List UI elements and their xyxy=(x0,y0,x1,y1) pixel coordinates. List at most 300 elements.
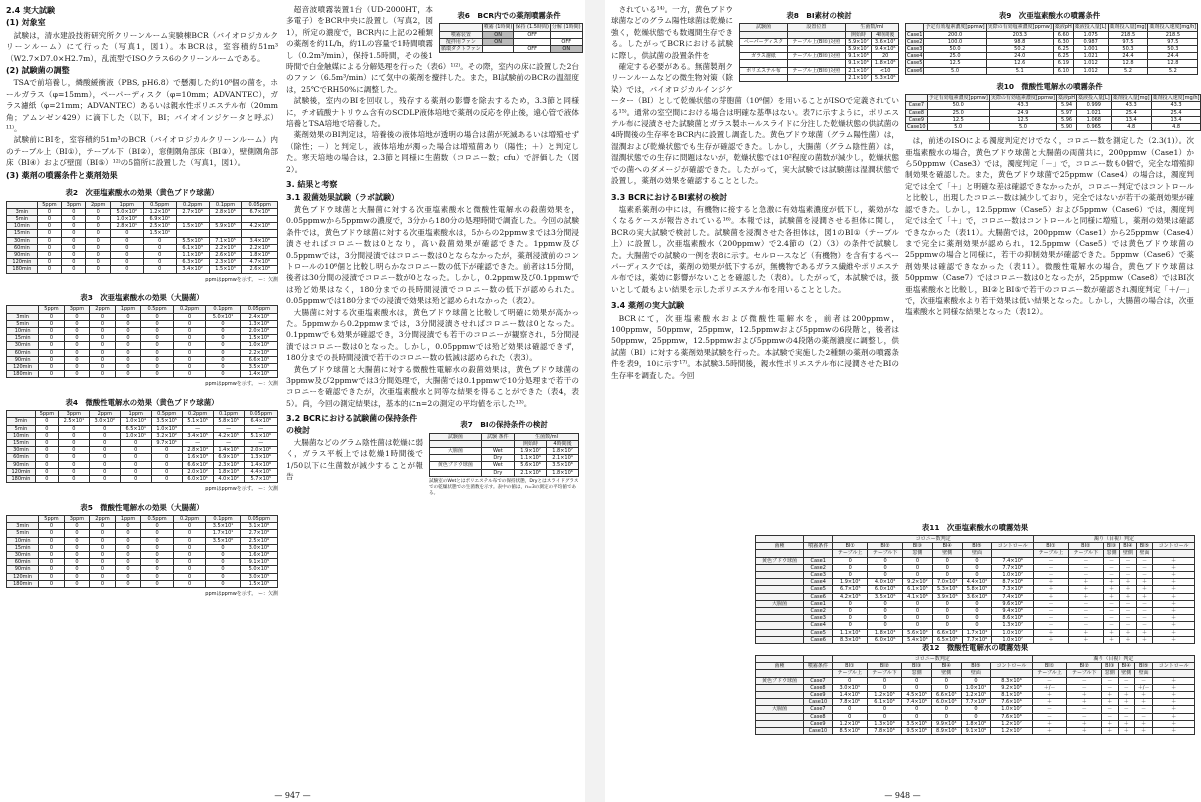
table-cell xyxy=(756,622,804,629)
subsection-heading: (1) 対象室 xyxy=(6,18,46,28)
table-row xyxy=(7,327,278,334)
column-header: 4時間後 xyxy=(547,440,579,447)
table-cell: 218.5 xyxy=(1148,31,1198,38)
column-header: コントロール xyxy=(992,543,1034,550)
table-cell: ＋ xyxy=(1153,706,1195,713)
table-row xyxy=(906,46,1198,53)
table-cell: 0 xyxy=(62,244,86,251)
table-cell: 0 xyxy=(120,476,151,483)
table-cell: 50.0 xyxy=(927,102,989,109)
table-cell: 6.9×10¹ xyxy=(143,215,176,222)
table-cell: 7.7×10⁶ xyxy=(992,564,1034,571)
subsection-heading: 3.2 BCRにおける試験菌の保持条件の検討 xyxy=(286,414,418,435)
table-cell: Case6 xyxy=(804,593,833,600)
table-cell: Case8 xyxy=(906,109,928,116)
page-number: — 948 — xyxy=(884,791,921,800)
table-cell: 2.2×10⁴ xyxy=(209,244,242,251)
table-row xyxy=(440,38,583,45)
table-cell: 0.999 xyxy=(1076,102,1111,109)
table-cell: 0 xyxy=(868,557,903,564)
table-header-row xyxy=(440,24,583,31)
table-cell: 6.5×10¹ xyxy=(120,425,151,432)
column-subheader xyxy=(756,670,804,677)
table-cell: 0 xyxy=(39,320,65,327)
column-header xyxy=(7,411,36,418)
table-cell: 0 xyxy=(833,564,868,571)
column-subheader: テーブル下 xyxy=(1067,670,1102,677)
table-cell: 0 xyxy=(206,580,240,587)
table-cell: 3.5×10⁶ xyxy=(547,462,579,469)
table-caption: 表2 次亜塩素酸水の効果（黄色ブドウ球菌） xyxy=(65,188,219,198)
table-cell: 1.0×10⁴ xyxy=(120,418,151,425)
table-caption: 表9 次亜塩素酸水の噴霧条件 xyxy=(998,11,1101,20)
table-cell: 0 xyxy=(86,230,110,237)
table-cell: Case5 xyxy=(804,629,833,636)
table-cell xyxy=(756,692,804,699)
paragraph: 確定する必要がある。無菌製剤クリーンルームなどの微生物対策（除染）では，バイオロジカルインジケーター（BI）として乾燥状態の芽胞菌（10⁶個）を用いることがISOで定義されている¹⁵⁾。通常の室空間における場合は明確な基準はない。表7に示すように，ポリエステル布に浸漬させた試験菌とガラス製ホールスライドに分注した乾燥状態の供試菌の4時間後の生存率をBCR内に設置し調査した。黄色ブドウ球菌（グラム陽性菌）は，湿潤および乾燥状態でも生存が確認できた。しかし，大腸菌（グラム陰性菌）は，湿潤状態での生存に問題はないが，乾燥状態では10²程度の菌数が減少し，乾燥状態での菌へのダメージが確認できた。したがって，実大試験では試験菌は湿潤状態で設置し，薬剤の効果を確認することとした。 xyxy=(611,62,899,186)
table-cell: ＋ xyxy=(1067,728,1102,735)
column-header: BI④ xyxy=(1118,663,1134,670)
table-cell: 60min xyxy=(7,559,39,566)
table-cell: ＋ xyxy=(1032,692,1067,699)
table-cell: － xyxy=(1034,622,1069,629)
table-cell: 0 xyxy=(90,335,116,342)
column-header: BI⑤ xyxy=(962,543,992,550)
column-header xyxy=(756,536,804,543)
table-row xyxy=(7,356,278,363)
table-cell: 1.8×10³ xyxy=(213,468,244,475)
table-cell xyxy=(756,699,804,706)
column-header: 0.1ppm xyxy=(206,516,240,523)
table-cell: 5.0×10² xyxy=(110,208,143,215)
table-cell: 0 xyxy=(37,251,61,258)
table-cell: － xyxy=(1068,615,1103,622)
table-cell: 0 xyxy=(115,537,141,544)
table-cell xyxy=(242,215,278,222)
table-row xyxy=(440,46,583,53)
data-table xyxy=(905,94,1201,131)
table-cell: 黄色ブドウ球菌 xyxy=(756,677,804,684)
table-cell: 0 xyxy=(206,566,240,573)
table-cell: 180min xyxy=(7,580,39,587)
table-cell: 1.3×10⁶ xyxy=(867,720,902,727)
table-cell: 60min xyxy=(7,244,38,251)
column-header: 4時間後 xyxy=(872,31,899,38)
table-cell: 0 xyxy=(206,335,240,342)
table-cell: 1.5×10³ xyxy=(209,266,242,273)
table-cell: 0 xyxy=(39,371,65,378)
table-cell: Case7 xyxy=(906,102,928,109)
table-cell: 1.6×10³ xyxy=(182,454,213,461)
table-cell: 0 xyxy=(37,237,61,244)
table-row xyxy=(7,544,278,551)
table-cell: 0 xyxy=(120,454,151,461)
table-cell: 98.8 xyxy=(986,38,1053,45)
table-cell: Case7 xyxy=(803,677,832,684)
table-cell: 180min xyxy=(7,371,39,378)
table-cell: 0 xyxy=(64,573,90,580)
column-subheader xyxy=(992,550,1034,557)
table-cell: Wet xyxy=(481,462,514,469)
table-cell: ＋ xyxy=(1153,593,1195,600)
table-cell: 0 xyxy=(58,454,89,461)
table-cell: 7.4×10⁶ xyxy=(992,557,1034,564)
table-cell: － xyxy=(1067,713,1102,720)
table-cell: 0 xyxy=(39,573,65,580)
table-cell: 0 xyxy=(35,447,58,454)
table-cell: ＋ xyxy=(1153,622,1195,629)
column-header: 2ppm xyxy=(86,201,110,208)
paragraph: 超音波噴霧装置1台（UD-2000HT，本多電子）をBCR中央に設置し（写真2，図1），所定の濃度で，BCR内に上記の2種類の薬剤を約1L/h，約1Lの容量で1時間噴霧し（0.2m³/min），保持1.5時間，その後1時間で白金触媒による分解処理を行った（表6）¹⁾²⁾。その際，室内の床に設置した2台のファン（6.5m³/min）にて気中の薬剤を攪拌した。また，BI試験前のBCRの温湿度は，25℃でRH50%に調整した。 xyxy=(286,5,579,94)
table-cell: 2.2×10⁶ xyxy=(240,349,277,356)
table-cell: 5min xyxy=(7,320,39,327)
table-cell: 0 xyxy=(110,230,143,237)
table-cell: 0 xyxy=(39,523,65,530)
table-cell: ＋ xyxy=(1153,677,1195,684)
table-header-row xyxy=(756,656,1195,663)
table-cell: 0 xyxy=(90,349,116,356)
table-row xyxy=(756,720,1195,727)
column-header: BI⑤ xyxy=(1134,663,1153,670)
table-cell: 1.5×10¹ xyxy=(143,230,176,237)
table-cell: 0 xyxy=(90,320,116,327)
table-cell: 0 xyxy=(173,580,206,587)
column-header: 5ppm xyxy=(39,306,65,313)
column-subheader: 壁面 xyxy=(1134,670,1153,677)
table-cell: Case3 xyxy=(907,46,923,53)
table-cell: ＋ xyxy=(1068,586,1103,593)
table-cell: － xyxy=(1136,600,1152,607)
table-cell: 1.2×10⁷ xyxy=(991,728,1032,735)
table-cell: 0 xyxy=(141,559,174,566)
table-cell: 0 xyxy=(39,566,65,573)
table-cell: 5.96 xyxy=(1057,116,1077,123)
column-header: 薬剤投入量[mg] xyxy=(1109,24,1147,31)
table-row xyxy=(7,371,278,378)
column-header: 噴霧条件 xyxy=(804,543,833,550)
table-cell: 0 xyxy=(141,320,174,327)
table-cell: 0 xyxy=(173,566,206,573)
data-table xyxy=(6,515,278,588)
column-header: 薬液pH xyxy=(1058,95,1075,102)
table-cell: 2.6×10³ xyxy=(209,251,242,258)
table-cell: 0 xyxy=(64,530,90,537)
table-row xyxy=(7,215,278,222)
column-header xyxy=(440,24,483,31)
table-cell: ＋ xyxy=(1153,600,1195,607)
table-cell: 1.8×10⁶ xyxy=(242,251,278,258)
table-cell: 2.0×10⁶ xyxy=(240,327,277,334)
column-header: 5ppm xyxy=(37,201,61,208)
column-subheader: テーブル上 xyxy=(833,550,868,557)
table-cell: 0 xyxy=(39,327,65,334)
table-cell: ＋ xyxy=(1120,636,1136,643)
table-cell: － xyxy=(1034,608,1069,615)
table-cell: 43.3 xyxy=(1111,102,1151,109)
table-cell: 0 xyxy=(868,608,903,615)
table-row xyxy=(7,418,278,425)
table-cell: 4.2×10⁶ xyxy=(833,593,868,600)
table-cell: ＋ xyxy=(1153,572,1195,579)
table-cell: 12.8 xyxy=(1108,60,1148,67)
column-header: 2ppm xyxy=(90,306,116,313)
table-cell: 0 xyxy=(120,461,151,468)
table-row xyxy=(906,53,1198,60)
table-cell: 0 xyxy=(39,313,65,320)
table-row xyxy=(756,706,1195,713)
table-cell: ＋ xyxy=(1120,579,1136,586)
table-cell: 0 xyxy=(35,425,58,432)
table-row xyxy=(7,363,278,370)
table-cell: 8.7×10⁶ xyxy=(992,579,1034,586)
table-cell: 0 xyxy=(35,468,58,475)
column-subheader: 壁面 xyxy=(962,550,992,557)
table-cell: ＋ xyxy=(1103,586,1119,593)
table-cell: 0 xyxy=(173,320,206,327)
table-cell: 0 xyxy=(833,557,868,564)
column-header: BI① xyxy=(1032,663,1067,670)
table-cell: 0 xyxy=(206,356,240,363)
table-cell: 0 xyxy=(141,552,174,559)
table-cell: 5.0 xyxy=(924,67,986,74)
table-cell: 0 xyxy=(903,600,933,607)
table-cell: 0 xyxy=(143,266,176,273)
table-cell: 0 xyxy=(143,244,176,251)
table-row xyxy=(906,67,1198,74)
column-header: 3ppm xyxy=(64,516,90,523)
data-table xyxy=(739,23,899,82)
table-header-row xyxy=(756,543,1195,550)
table-cell: 1.075 xyxy=(1073,31,1108,38)
column-header: 1ppm xyxy=(120,411,151,418)
table-cell: － xyxy=(1103,572,1119,579)
column-subheader: 窓側 xyxy=(902,670,932,677)
table-cell: 8.6×10⁶ xyxy=(992,615,1034,622)
table-cell: ＋ xyxy=(1103,636,1119,643)
table-cell: Case4 xyxy=(907,53,923,60)
table-cell: ＋/－ xyxy=(1032,684,1067,691)
column-header xyxy=(481,440,514,447)
table-cell: Case9 xyxy=(803,692,832,699)
table-cell: 4.7×10⁶ xyxy=(242,259,278,266)
table-cell: 0 xyxy=(173,559,206,566)
table-cell: 0 xyxy=(86,237,110,244)
table-cell: 120min xyxy=(7,468,36,475)
column-header: BI② xyxy=(1067,663,1102,670)
table-cell: 0 xyxy=(115,313,141,320)
table-cell: 0 xyxy=(62,230,86,237)
table-header-row xyxy=(906,95,1201,102)
table-cell xyxy=(756,713,804,720)
table-caption: 表10 微酸性電解水の噴霧条件 xyxy=(996,81,1103,91)
table-cell: 8.3×10⁶ xyxy=(991,677,1032,684)
table-cell: 5.97 xyxy=(1057,109,1077,116)
table-cell: 6.6×10² xyxy=(932,629,962,636)
table-cell: 3.0×10¹ xyxy=(832,684,867,691)
table-cell: 2.6×10⁶ xyxy=(242,266,278,273)
table-7-wrapper xyxy=(429,413,579,499)
table-cell: － xyxy=(1067,684,1102,691)
table-cell: 7.3×10⁶ xyxy=(992,586,1034,593)
section-heading: 2.4 実大試験 xyxy=(6,6,55,15)
table-cell: 1.8×10⁴ xyxy=(868,629,903,636)
column-header: 1ppm xyxy=(115,306,141,313)
table-cell: — xyxy=(182,425,213,432)
table-cell: 0 xyxy=(115,335,141,342)
table-cell: 循環ダクトファン xyxy=(441,46,481,53)
table-cell: 3.5×10⁰ xyxy=(206,537,240,544)
table-cell: 12.8 xyxy=(1148,60,1198,67)
table-cell: 0 xyxy=(64,327,90,334)
table-cell: 0 xyxy=(173,530,206,537)
table-cell: 0 xyxy=(141,566,174,573)
table-cell: 0 xyxy=(35,418,58,425)
table-cell: Case8 xyxy=(803,684,832,691)
table-cell: － xyxy=(1136,572,1152,579)
table-cell: ＋ xyxy=(1103,579,1119,586)
page-number: — 947 — xyxy=(274,791,311,800)
paragraph: 黄色ブドウ球菌と大腸菌に対する次亜塩素酸水と微酸性電解水の殺菌効果を，0.05ppmwから5ppmwの濃度で，3分から180分の処理時間で調査した。今回の試験条件では，黄色ブドウ球菌に対する次亜塩素酸水は，5からの2ppmwまでは3分間浸漬させればコロニー数は0となり，高い殺菌効果が確認できた。1ppmw及び0.5ppmwでは，3分間浸漬ではコロニー数は0とならなかったが，薬剤浸漬前のコントロールの10⁶個と比較し明らかなコロニー数の低下が確認できた。前者は15分間，後者は30分間の浸漬でコロニー数が0となった。しかし，0.2ppmw及び0.1ppmwでは殆ど効果はなく，180分までの長時間浸漬でコロニー数の低下が認められた。0.05ppmwでは180分までの浸漬で効果は殆ど認められなかった（表2）。 xyxy=(286,204,579,306)
paragraph: は，前述のISOによる濁度判定だけでなく，コロニー数を測定した（2.3(1)）。次亜塩素酸水の場合，黄色ブドウ球菌と大腸菌の両菌共に，200ppmw（Case1）から50ppmw（Case3）では，濁度判定「－」で，コロニー数も0個で，完全な増殖抑制効果を確認した。また，黄色ブドウ球菌で25ppmw（Case4）の場合は，濁度判定では全て「＋」と明確な差は確認できなかったが，コロニー判定ではコントロールと比較し，出現したコロニー数は減少しており，完全ではないが若干の薬剤効果が確認できた。しかし，12.5ppmw（Case5）および5ppmw（Case6）では，濁度判定では全て「＋」で，コロニー数はコントロールと同様に増殖し，薬剤の効果は確認できなかった（表11）。大腸菌では，200ppmw（Case1）から25ppmw（Case4）まで完全に薬剤効果が認められ，12.5ppmw（Case5）では黄色ブドウ球菌の25ppmwの場合と同様に，若干の抑制効果が確認できた。5ppmw（Case6）で薬剤効果は確認できなかった（表11）。微酸性電解水の場合，黄色ブドウ球菌は50ppmw（Case7）ではコロニー数は0となったが，25ppmw（Case8）ではBI次亜塩素酸水と比較し，BI②とBI⑤で若干のコロニー数が確認され濁度判定「＋/－」で，次亜塩素酸水より若干効果は低い結果となった。しかし，大腸菌の場合は，次亜塩素酸水と同様な結果となった（表12）。 xyxy=(905,136,1194,317)
table-cell: 2.8×10⁶ xyxy=(209,208,242,215)
table-cell: 0 xyxy=(90,342,116,349)
table-cell: 3.5×10⁵ xyxy=(902,720,932,727)
table-cell: 1.4×10⁶ xyxy=(244,461,277,468)
table-cell: 0 xyxy=(64,523,90,530)
table-cell xyxy=(740,60,788,67)
table-cell: 0 xyxy=(206,327,240,334)
table-cell xyxy=(756,720,804,727)
table-cell: ＋ xyxy=(1118,728,1134,735)
paragraph: 試験前にBIを，室容積約51m³のBCR（バイオロジカルクリーンルーム）内のテーブル上（BI①），テーブル下（BI②），窓側隅角部床（BI③），壁側隅角部床（BI④）および壁面（BI⑤）¹²⁾の5箇所に設置した（写真1，図1）。 xyxy=(6,135,278,168)
table-cell: 0 xyxy=(115,363,141,370)
table-cell: 0 xyxy=(902,706,932,713)
table-cell: － xyxy=(1136,615,1152,622)
table-cell xyxy=(209,230,242,237)
table-cell: 5.0 xyxy=(927,124,989,131)
data-table xyxy=(755,655,1195,735)
table-cell: － xyxy=(1103,557,1119,564)
table-cell: 6.7×10⁵ xyxy=(833,586,868,593)
table-cell: 0 xyxy=(64,552,90,559)
table-cell: 7.6×10⁶ xyxy=(991,713,1032,720)
table-cell: ＋ xyxy=(1118,699,1134,706)
table-cell: 0 xyxy=(115,559,141,566)
table-cell: 8.9×10⁶ xyxy=(931,728,961,735)
table-cell: 0 xyxy=(62,223,86,230)
table-10 xyxy=(905,81,1200,131)
table-row xyxy=(756,579,1195,586)
table-cell: — xyxy=(213,425,244,432)
column-header: 2ppm xyxy=(89,411,120,418)
table-cell: ＋ xyxy=(1153,692,1195,699)
table-cell: ＋ xyxy=(1153,629,1195,636)
table-cell: 4.1×10⁶ xyxy=(903,593,933,600)
table-cell: ＋ xyxy=(1153,699,1195,706)
table-cell: 0 xyxy=(173,523,206,530)
table-cell: 0 xyxy=(35,432,58,439)
table-cell: <10 xyxy=(872,67,899,74)
table-cell: 100.0 xyxy=(924,38,986,45)
table-cell: 0 xyxy=(39,363,65,370)
column-header: 噴霧 (1時間) xyxy=(483,24,513,31)
table-cell: 7.7×10⁶ xyxy=(961,699,991,706)
table-cell: 0 xyxy=(962,615,992,622)
table-cell: 0 xyxy=(931,677,961,684)
table-cell: ＋ xyxy=(1153,586,1195,593)
table-cell: 0 xyxy=(115,530,141,537)
column-header: 試験菌 xyxy=(430,433,482,440)
column-header: 3ppm xyxy=(62,201,86,208)
column-subheader: テーブル下 xyxy=(868,550,903,557)
table-cell: 0 xyxy=(90,356,116,363)
table-cell: 1.3×10⁷ xyxy=(992,622,1034,629)
column-header: BI④ xyxy=(931,663,961,670)
column-subheader: テーブル上 xyxy=(1032,670,1067,677)
column-header xyxy=(906,24,924,31)
table-cell: 9.1×10⁶ xyxy=(845,60,872,67)
table-cell: 0 xyxy=(62,208,86,215)
table-cell: 5.94 xyxy=(1057,102,1077,109)
table-cell: 8.3×10⁶ xyxy=(833,636,868,643)
table-cell: 15min xyxy=(7,230,38,237)
column-header xyxy=(740,31,788,38)
table-cell: 50.3 xyxy=(1148,46,1198,53)
table-cell: 5.1 xyxy=(986,67,1053,74)
table-cell xyxy=(550,31,582,38)
column-header: 0.5ppm xyxy=(141,516,174,523)
table-cell: 0 xyxy=(58,425,89,432)
table-cell: ＋ xyxy=(1067,692,1102,699)
table-row xyxy=(7,432,278,439)
table-row xyxy=(906,116,1201,123)
table-cell: 0 xyxy=(37,223,61,230)
table-cell: 大腸菌 xyxy=(430,448,482,455)
table-cell: 0 xyxy=(86,259,110,266)
table-3 xyxy=(6,292,278,391)
table-cell: 0 xyxy=(115,580,141,587)
table-cell: 7.1×10⁵ xyxy=(209,237,242,244)
column-header: 0.05ppm xyxy=(244,411,277,418)
table-cell: － xyxy=(1067,706,1102,713)
table-cell: 2.1×10⁷ xyxy=(845,74,872,81)
table-cell: ON xyxy=(550,46,582,53)
table-row xyxy=(740,38,899,45)
table-cell: 1.0×10⁷ xyxy=(992,629,1034,636)
table-cell xyxy=(514,38,550,45)
table-cell: 5.2 xyxy=(1108,67,1148,74)
table-cell: 30min xyxy=(7,552,39,559)
table-cell: 0 xyxy=(90,552,116,559)
table-cell: 2.5×10¹ xyxy=(58,418,89,425)
table-cell xyxy=(176,230,209,237)
table-cell: 24.0 xyxy=(986,53,1053,60)
p947-column-left xyxy=(6,4,278,784)
table-cell: 10min xyxy=(7,537,39,544)
table-row xyxy=(7,313,278,320)
table-cell: 0 xyxy=(39,356,65,363)
table-row xyxy=(740,60,899,67)
table-caption: 表3 次亜塩素酸水の効果（大腸菌） xyxy=(80,292,204,302)
table-row xyxy=(7,454,278,461)
column-header xyxy=(788,31,846,38)
column-header: 実際の有効塩素濃度[ppmw] xyxy=(990,95,1056,102)
table-cell: 9.4×10⁶ xyxy=(992,608,1034,615)
table-row xyxy=(7,335,278,342)
table-cell: 0 xyxy=(151,461,182,468)
table-cell: 3min xyxy=(7,313,39,320)
table-cell: 6.1×10⁶ xyxy=(867,699,902,706)
